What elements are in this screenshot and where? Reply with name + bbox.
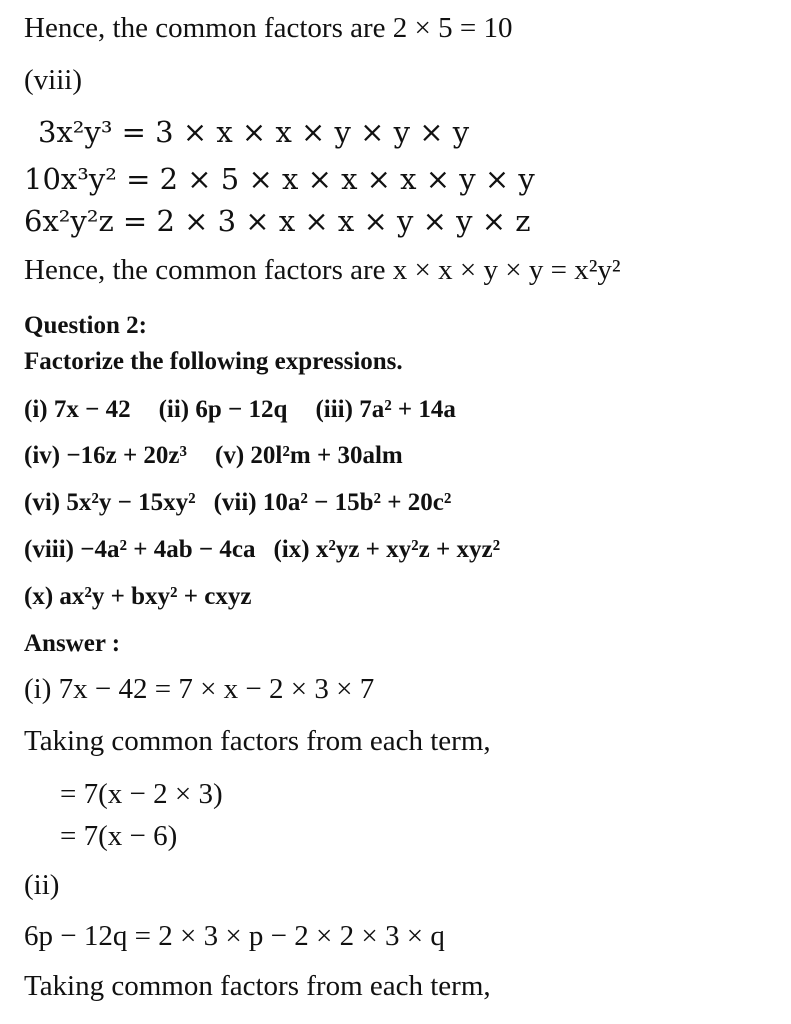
exercise-item-ix: (ix) x²yz + xy²z + xyz² bbox=[273, 536, 501, 563]
exercise-item-i: (i) 7x − 42 bbox=[24, 396, 131, 423]
answer-i-step-2: = 7(x − 6) bbox=[60, 820, 178, 852]
part-viii-label: (viii) bbox=[24, 64, 82, 96]
answer-ii-label: (ii) bbox=[24, 869, 60, 901]
exercise-row-2 bbox=[24, 443, 403, 468]
taking-common-factors-line-1: Taking common factors from each term, bbox=[24, 725, 491, 757]
taking-common-factors-line-2: Taking common factors from each term, bbox=[24, 970, 491, 1002]
question-2-prompt: Factorize the following expressions. bbox=[24, 348, 403, 375]
exercise-item-iv: (iv) −16z + 20z³ bbox=[24, 442, 188, 469]
question-2-title: Question 2: bbox=[24, 312, 147, 339]
common-factors-result-line: Hence, the common factors are 2 × 5 = 10 bbox=[24, 12, 513, 44]
answer-i-line: (i) 7x − 42 = 7 × x − 2 × 3 × 7 bbox=[24, 673, 375, 705]
exercise-row-1 bbox=[24, 397, 456, 422]
factorization-line-3: 6x²y²z = 2 × 3 × x × x × y × y × z bbox=[24, 204, 531, 238]
answer-ii-line: 6p − 12q = 2 × 3 × p − 2 × 2 × 3 × q bbox=[24, 920, 445, 952]
exercise-item-vii: (vii) 10a² − 15b² + 20c² bbox=[213, 489, 452, 516]
answer-label: Answer : bbox=[24, 630, 121, 657]
exercise-item-ii: (ii) 6p − 12q bbox=[158, 396, 288, 423]
exercise-item-viii: (viii) −4a² + 4ab − 4ca bbox=[24, 536, 256, 563]
factorization-line-1: 3x²y³ = 3 × x × x × y × y × y bbox=[38, 115, 470, 149]
exercise-item-iii: (iii) 7a² + 14a bbox=[315, 396, 456, 423]
exercise-row-3 bbox=[24, 490, 451, 515]
exercise-item-v: (v) 20l²m + 30alm bbox=[215, 442, 403, 469]
exercise-row-5 bbox=[24, 584, 251, 609]
exercise-row-4 bbox=[24, 537, 500, 562]
exercise-item-vi: (vi) 5x²y − 15xy² bbox=[24, 489, 196, 516]
factorization-line-2: 10x³y² = 2 × 5 × x × x × x × y × y bbox=[24, 162, 535, 196]
exercise-item-x: (x) ax²y + bxy² + cxyz bbox=[24, 583, 252, 610]
common-factors-xy-line: Hence, the common factors are x × x × y × y = x²y² bbox=[24, 254, 621, 286]
answer-i-step-1: = 7(x − 2 × 3) bbox=[60, 778, 223, 810]
